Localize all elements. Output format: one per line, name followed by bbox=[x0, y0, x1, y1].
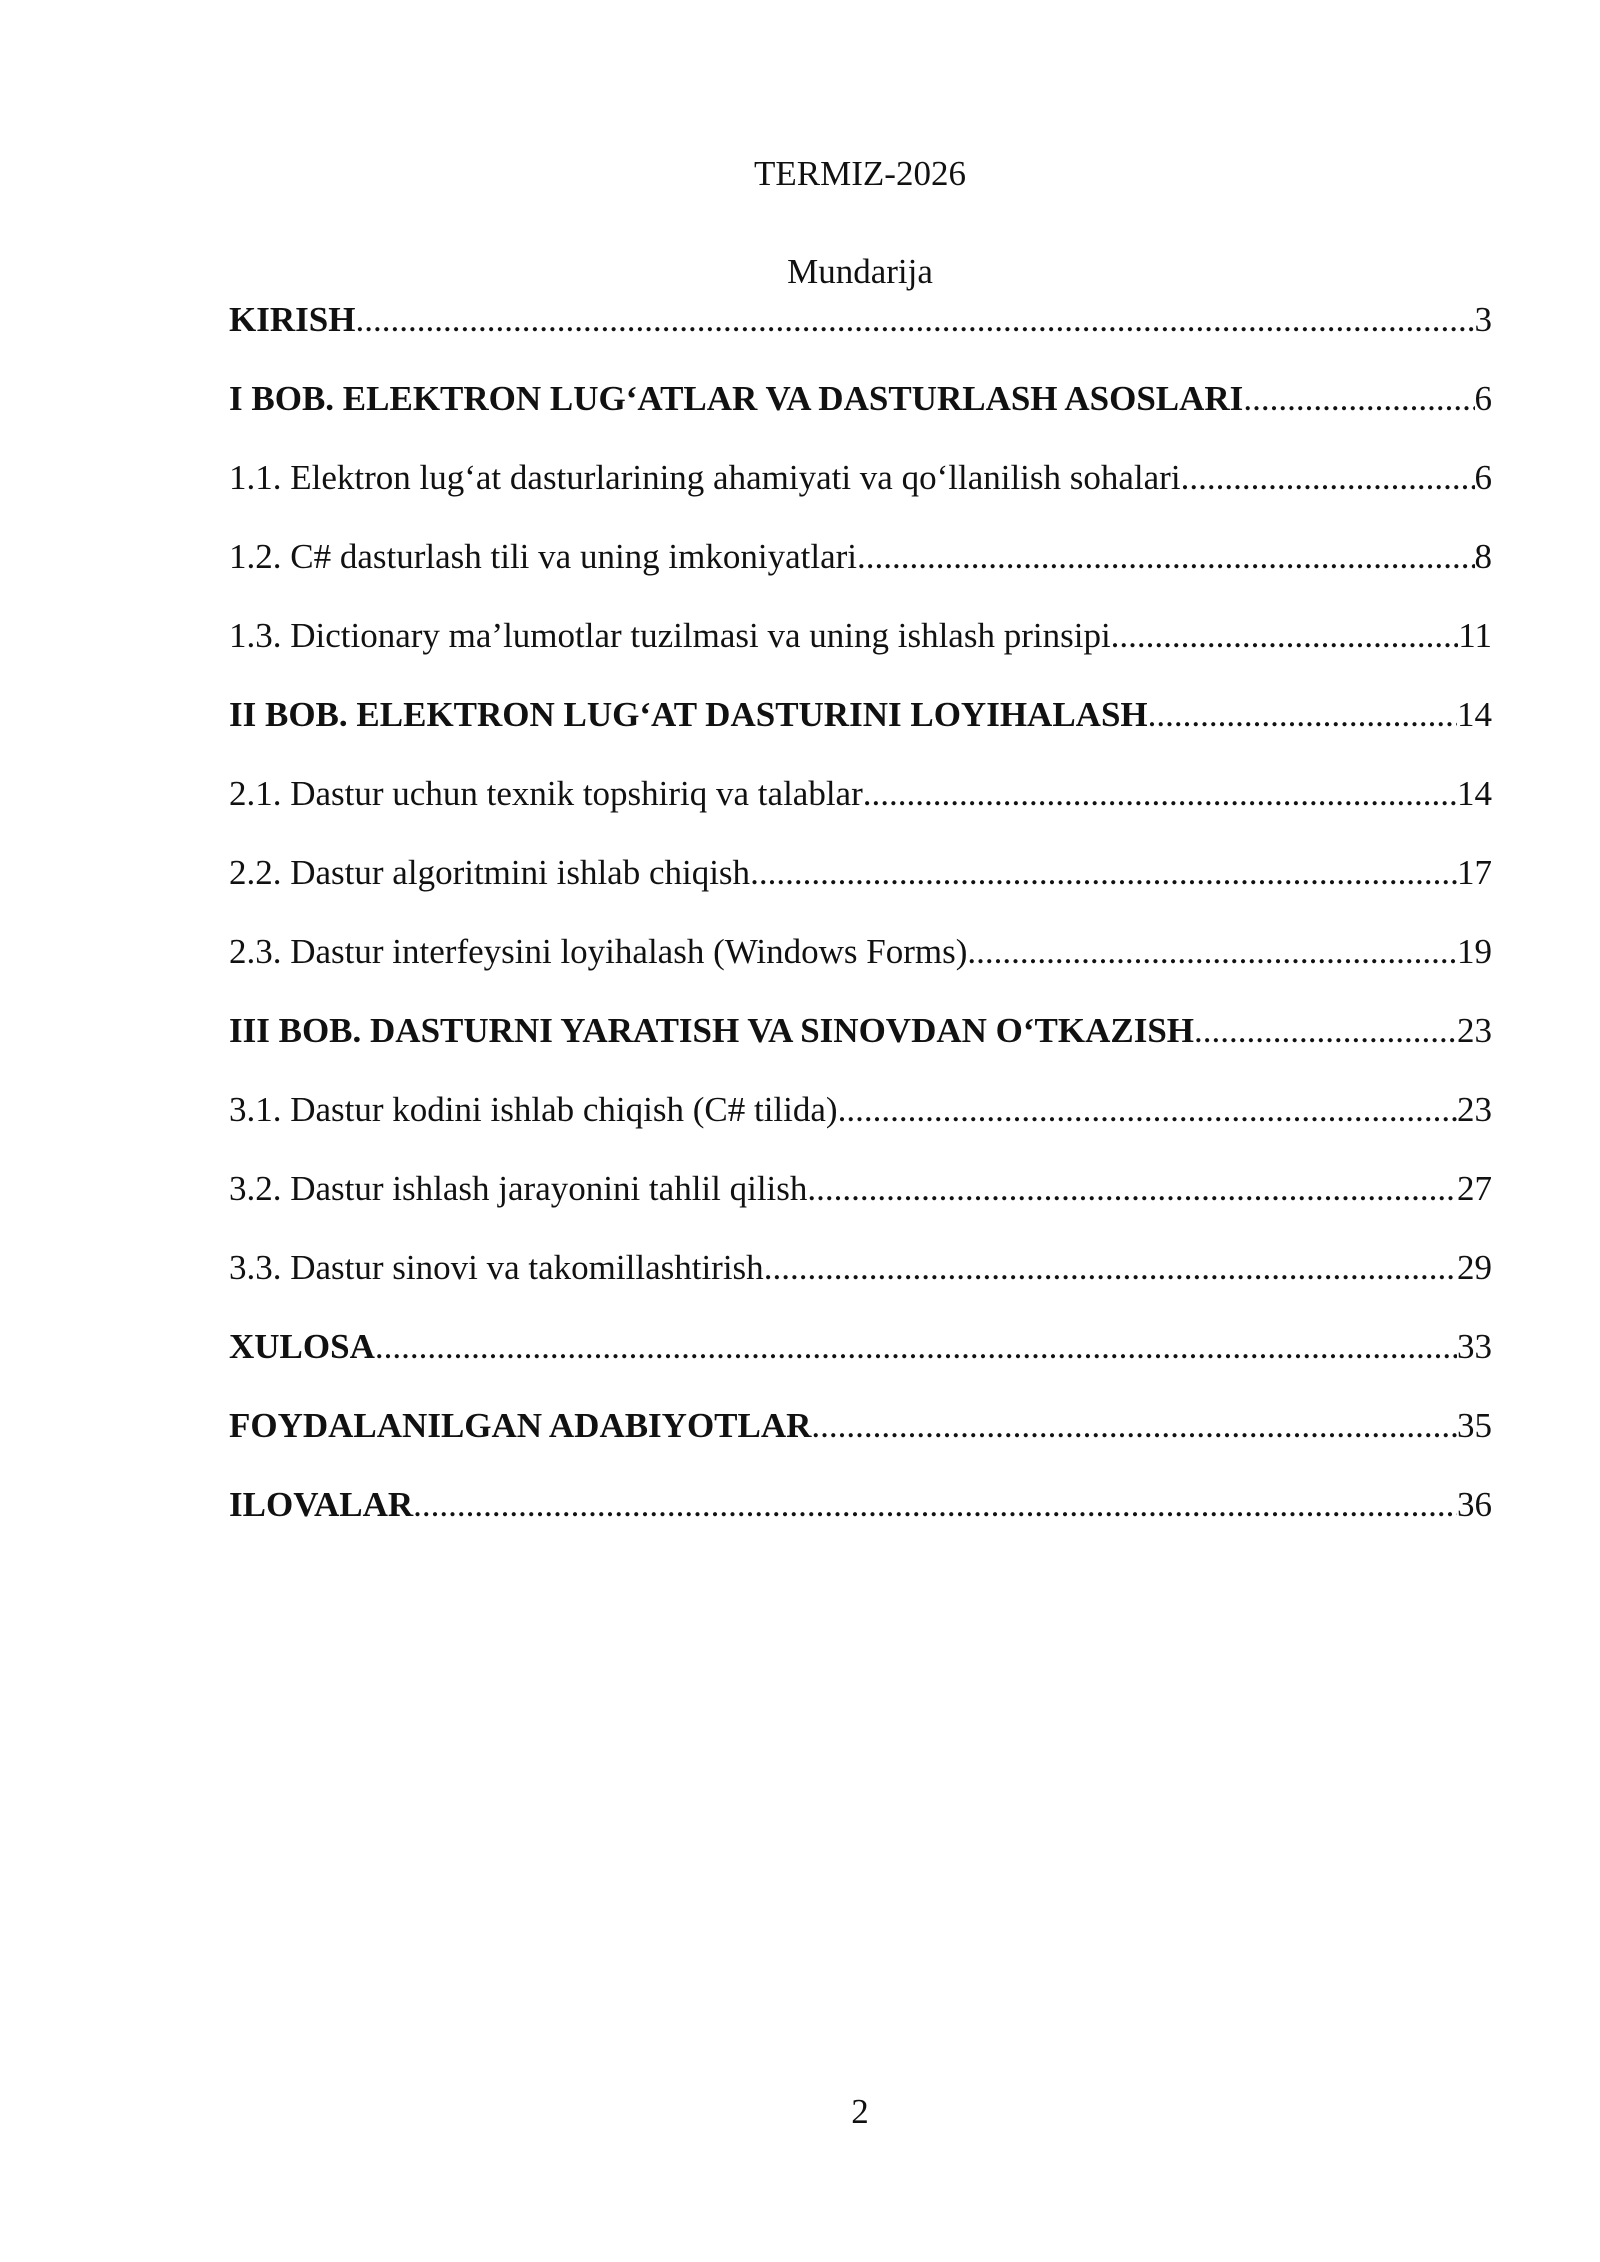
toc-entry-text: 2.1. Dastur uchun texnik topshiriq va talablar bbox=[229, 774, 863, 813]
toc-entry-page: 6 bbox=[1474, 458, 1492, 497]
toc-leader-dots bbox=[413, 1483, 1457, 1527]
toc-entry-page: 17 bbox=[1457, 853, 1492, 892]
toc-entry-page: 23 bbox=[1457, 1090, 1492, 1129]
toc-entry-page: 33 bbox=[1457, 1327, 1492, 1366]
toc-entry-text: 1.3. Dictionary ma’lumotlar tuzilmasi va uning ishlash prinsipi bbox=[229, 616, 1111, 655]
toc-entry-page: 27 bbox=[1457, 1169, 1492, 1208]
toc-entry-section-2-1[interactable] bbox=[229, 772, 1492, 851]
toc-entry-chapter-2[interactable] bbox=[229, 693, 1492, 772]
toc-entry-page: 11 bbox=[1458, 616, 1492, 655]
toc-entry-page: 6 bbox=[1474, 379, 1492, 418]
document-header-title: TERMIZ-2026 bbox=[754, 154, 966, 193]
toc-entry-page: 19 bbox=[1457, 932, 1492, 971]
toc-entry-section-3-2[interactable] bbox=[229, 1167, 1492, 1246]
toc-entry-text: ILOVALAR bbox=[229, 1485, 414, 1524]
toc-leader-dots bbox=[764, 1246, 1457, 1290]
toc-entry-page: 35 bbox=[1457, 1406, 1492, 1445]
toc-entry-section-3-3[interactable] bbox=[229, 1246, 1492, 1325]
toc-entry-page: 8 bbox=[1474, 537, 1492, 576]
toc-leader-dots bbox=[838, 1088, 1457, 1132]
table-of-contents bbox=[229, 298, 1492, 1562]
page-number: 2 bbox=[851, 2092, 869, 2131]
toc-entry-adabiyotlar[interactable] bbox=[229, 1404, 1492, 1483]
toc-leader-dots bbox=[967, 930, 1457, 974]
toc-leader-dots bbox=[1148, 693, 1457, 737]
toc-entry-text: I BOB. ELEKTRON LUG‘ATLAR VA DASTURLASH ASOSLARI bbox=[229, 379, 1244, 418]
toc-entry-kirish[interactable] bbox=[229, 298, 1492, 377]
toc-entry-text: KIRISH bbox=[229, 300, 356, 339]
toc-entry-text: 3.1. Dastur kodini ishlab chiqish (C# tilida) bbox=[229, 1090, 838, 1129]
toc-entry-page: 23 bbox=[1457, 1011, 1492, 1050]
toc-leader-dots bbox=[375, 1325, 1457, 1369]
toc-leader-dots bbox=[1181, 456, 1475, 500]
toc-entry-xulosa[interactable] bbox=[229, 1325, 1492, 1404]
toc-entry-section-1-2[interactable] bbox=[229, 535, 1492, 614]
toc-leader-dots bbox=[863, 772, 1457, 816]
toc-entry-section-1-1[interactable] bbox=[229, 456, 1492, 535]
toc-entry-page: 29 bbox=[1457, 1248, 1492, 1287]
toc-leader-dots bbox=[355, 298, 1474, 342]
toc-entry-text: XULOSA bbox=[229, 1327, 375, 1366]
toc-leader-dots bbox=[857, 535, 1475, 579]
toc-entry-section-2-3[interactable] bbox=[229, 930, 1492, 1009]
toc-entry-page: 3 bbox=[1474, 300, 1492, 339]
toc-entry-text: FOYDALANILGAN ADABIYOTLAR bbox=[229, 1406, 812, 1445]
toc-entry-page: 14 bbox=[1457, 774, 1492, 813]
toc-entry-text: 1.2. C# dasturlash tili va uning imkoniyatlari bbox=[229, 537, 857, 576]
toc-leader-dots bbox=[750, 851, 1457, 895]
toc-leader-dots bbox=[1243, 377, 1474, 421]
toc-entry-text: 3.3. Dastur sinovi va takomillashtirish bbox=[229, 1248, 764, 1287]
toc-entry-section-1-3[interactable] bbox=[229, 614, 1492, 693]
toc-entry-page: 36 bbox=[1457, 1485, 1492, 1524]
toc-leader-dots bbox=[811, 1404, 1457, 1448]
toc-entry-ilovalar[interactable] bbox=[229, 1483, 1492, 1562]
toc-leader-dots bbox=[807, 1167, 1457, 1211]
toc-leader-dots bbox=[1194, 1009, 1457, 1053]
toc-entry-text: II BOB. ELEKTRON LUG‘AT DASTURINI LOYIHALASH bbox=[229, 695, 1148, 734]
toc-entry-text: 2.2. Dastur algoritmini ishlab chiqish bbox=[229, 853, 751, 892]
toc-entry-section-2-2[interactable] bbox=[229, 851, 1492, 930]
toc-entry-section-3-1[interactable] bbox=[229, 1088, 1492, 1167]
toc-heading: Mundarija bbox=[787, 252, 933, 291]
toc-entry-text: 3.2. Dastur ishlash jarayonini tahlil qilish bbox=[229, 1169, 808, 1208]
toc-leader-dots bbox=[1111, 614, 1459, 658]
toc-entry-page: 14 bbox=[1457, 695, 1492, 734]
toc-entry-chapter-3[interactable] bbox=[229, 1009, 1492, 1088]
toc-entry-text: 2.3. Dastur interfeysini loyihalash (Windows Forms) bbox=[229, 932, 968, 971]
toc-entry-chapter-1[interactable] bbox=[229, 377, 1492, 456]
toc-entry-text: 1.1. Elektron lug‘at dasturlarining ahamiyati va qo‘llanilish sohalari bbox=[229, 458, 1181, 497]
toc-entry-text: III BOB. DASTURNI YARATISH VA SINOVDAN O‘TKAZISH bbox=[229, 1011, 1195, 1050]
